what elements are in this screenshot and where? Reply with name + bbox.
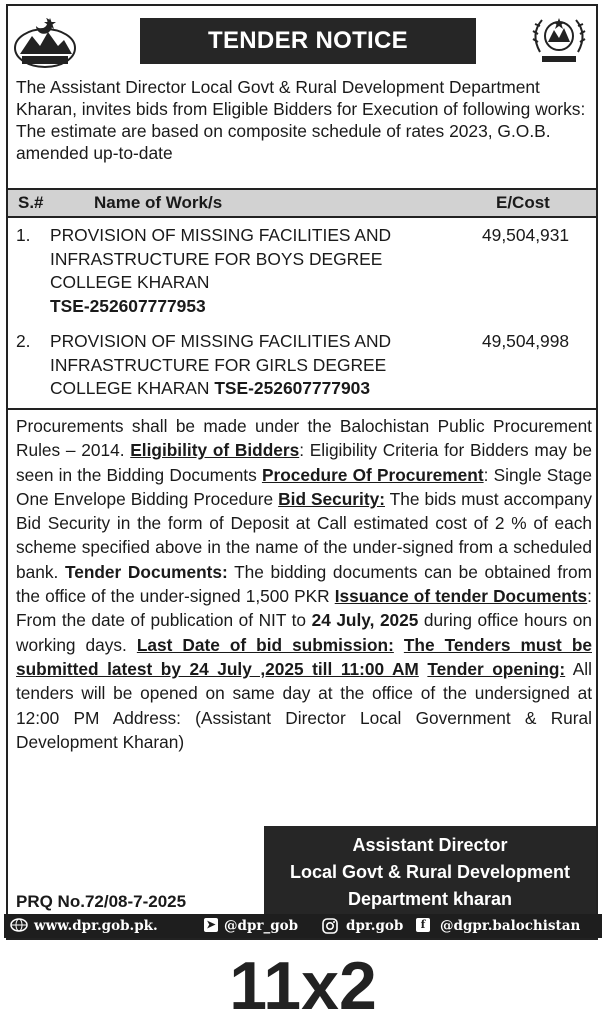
globe-icon (10, 918, 28, 936)
column-header-name: Name of Work/s (94, 193, 223, 212)
estimated-cost: 49,504,931 (482, 225, 570, 245)
website-link[interactable]: www.dpr.gob.pk. (34, 918, 158, 934)
bid-security-heading: Bid Security: (278, 488, 385, 509)
ad-size-label: 11x2 (229, 948, 377, 1024)
twitter-link[interactable]: @dpr_gob (224, 918, 299, 934)
terms-paragraph: Procurements shall be made under the Balochistan Public Procurement Rules – 2014. Eligibility of Bidders: Eligibility Criteria for Bidders may be seen in the Bidding Documents Procedure Of Procurement: Single Stage One Envelope Bidding Procedure Bid Security: The bids must accompany Bid Security in the form of Deposit at Call estimated cost of 2 % of each scheme specified above in the name of the under-signed from a scheduled bank. Tender Documents: The bidding documents can be obtained from the office of the under-signed 1,500 PKR Issuance of tender Documents: From the date of publication of NIT to 24 July, 2025 during office hours on working days. Last Date of bid submission: The Tenders must be submitted latest by 24 July ,2025 till 11:00 AM Tender opening: All tenders will be opened on same day at the office of the undersigned at 12:00 PM Address: (Assistant Director Local Government & Rural Development Kharan) (16, 416, 592, 752)
dgpr-emblem-icon (526, 12, 592, 70)
procedure-heading: Procedure Of Procurement (261, 464, 484, 485)
works-table-header (8, 188, 596, 218)
page-title: TENDER NOTICE (140, 18, 476, 64)
intro-paragraph: The Assistant Director Local Govt & Rural Development Department Kharan, invites bids from Eligible Bidders for Execution of following works: The estimate are based on composite schedule of rates 2023, G.O.B. amended up-to-date (16, 77, 586, 163)
work-name: PROVISION OF MISSING FACILITIES AND INFRASTRUCTURE FOR GIRLS DEGREE COLLEGE KHARAN TSE-252607777903 (50, 331, 392, 398)
instagram-link[interactable]: dpr.gob (346, 918, 404, 934)
tse-number: TSE-252607777903 (214, 378, 370, 398)
issuance-date: 24 July, 2025 (311, 610, 419, 631)
provincial-emblem-icon (12, 12, 78, 70)
tender-notice (6, 4, 598, 940)
issuance-heading: Issuance of tender Documents (334, 586, 588, 607)
tse-number: TSE-252607777953 (50, 295, 206, 316)
row-number: 1. (16, 225, 31, 245)
facebook-icon: f (416, 918, 430, 932)
last-date-text: The Tenders must be submitted latest by 24 July ,2025 till 11:00 AM (16, 634, 592, 679)
estimated-cost: 49,504,998 (482, 331, 570, 351)
last-date-heading: Last Date of bid submission: (136, 634, 394, 655)
column-header-sn: S.# (18, 193, 44, 212)
tender-opening-heading: Tender opening: (427, 658, 566, 679)
prq-number: PRQ No.72/08-7-2025 (16, 892, 187, 911)
work-name: PROVISION OF MISSING FACILITIES AND INFRASTRUCTURE FOR BOYS DEGREE COLLEGE KHARAN TSE-252607777953 (50, 225, 392, 316)
instagram-icon (322, 918, 338, 938)
divider (8, 408, 596, 410)
footer-bar (4, 914, 602, 938)
twitter-icon: ➤ (204, 918, 218, 932)
facebook-link[interactable]: @dgpr.balochistan (440, 918, 581, 934)
column-header-cost: E/Cost (496, 193, 550, 212)
signature-line: Assistant Director (352, 835, 508, 855)
signature-line: Department kharan (347, 889, 513, 909)
eligibility-heading: Eligibility of Bidders (130, 440, 300, 461)
row-number: 2. (16, 331, 31, 351)
signature-line: Local Govt & Rural Development (289, 862, 571, 882)
signature-block (264, 826, 596, 920)
tender-documents-heading: Tender Documents: (64, 561, 228, 582)
